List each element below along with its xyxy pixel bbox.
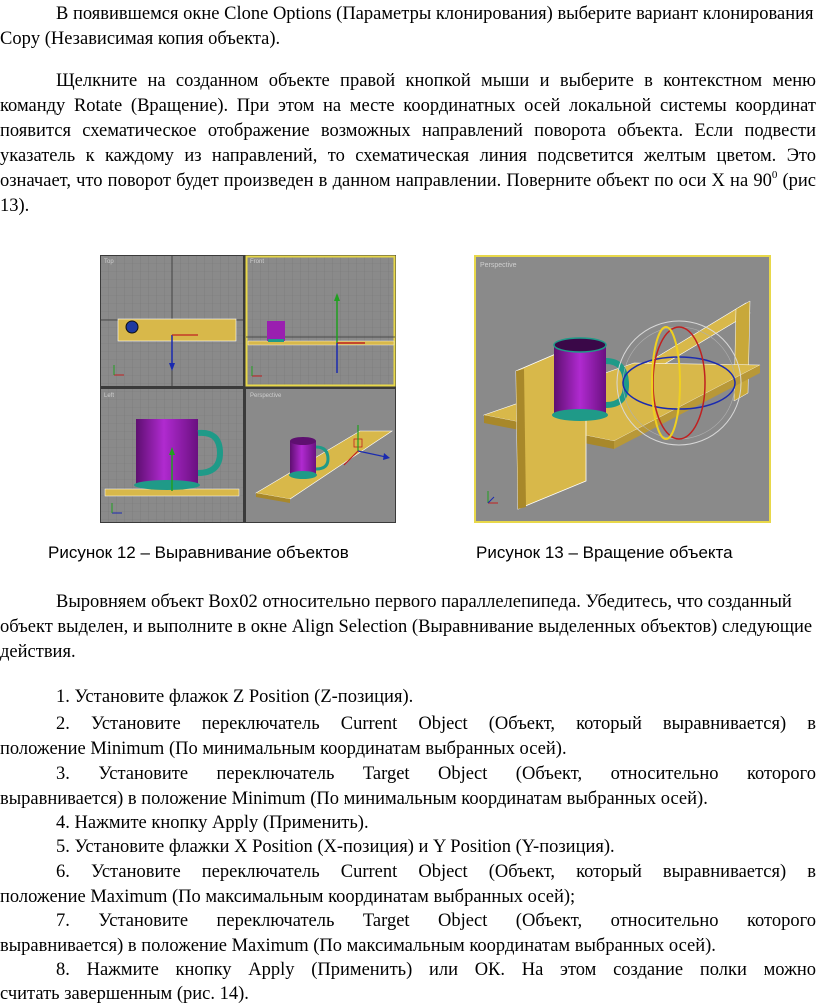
viewport-top-label: Top: [104, 259, 114, 265]
step-2-number: 2.: [56, 714, 70, 734]
step-4: [0, 811, 816, 836]
step-1: [0, 685, 816, 710]
step-7: [0, 909, 816, 934]
step-2-cont: положение Minimum (По минимальным координатам выбранных осей).: [0, 739, 567, 759]
step-8: [0, 958, 816, 983]
step-4-text: Нажмите кнопку Apply (Применить).: [74, 813, 369, 833]
step-3-cont: выравнивается) в положение Minimum (По минимальным координатам выбранных осей).: [0, 789, 708, 809]
caption-figure-13: Рисунок 13 – Вращение объекта: [476, 543, 733, 562]
step-3-number: 3.: [56, 764, 70, 784]
step-1-number: 1.: [56, 687, 70, 707]
viewport-front-label: Front: [250, 259, 265, 265]
step-3-text: Установите переключатель Target Object (Объект, относительно которого: [98, 764, 816, 784]
figure-13-image: [474, 255, 771, 523]
step-8-cont: считать завершенным (рис. 14).: [0, 984, 249, 1004]
viewport-front[interactable]: [246, 256, 395, 386]
step-7-text: Установите переключатель Target Object (Объект, относительно которого: [98, 911, 816, 931]
viewport-perspective-small-label: Perspective: [250, 393, 282, 399]
figure-12: [100, 255, 396, 523]
viewport-perspective-small[interactable]: [246, 389, 395, 522]
viewport-perspective-label: Perspective: [480, 262, 517, 269]
degree-superscript: 0: [771, 169, 778, 181]
step-7-number: 7.: [56, 911, 70, 931]
step-1-text: Установите флажок Z Position (Z-позиция).: [74, 687, 414, 707]
step-4-number: 4.: [56, 813, 70, 833]
step-5-text: Установите флажки X Position (X-позиция) и Y Position (Y-позиция).: [74, 837, 615, 857]
figure-13: [474, 255, 771, 523]
step-2: [0, 712, 816, 737]
paragraph-rotate: [0, 69, 816, 219]
viewport-left-label: Left: [104, 393, 115, 399]
figure-12-image: [100, 255, 396, 523]
paragraph-align: Выровняем объект Box02 относительно первого параллелепипеда. Убедитесь, что созданный объект выделен, и выполните в окне Align Selection (Выравнивание выделенных объектов) следующие действия.: [0, 592, 813, 662]
caption-figure-12: Рисунок 12 – Выравнивание объектов: [48, 543, 349, 562]
paragraph-clone-options: В появившемся окне Clone Options (Параметры клонирования) выберите вариант клонирования Copy (Независимая копия объекта).: [0, 4, 814, 49]
step-2-text: Установите переключатель Current Object (Объект, который выравнивается) в: [90, 714, 816, 734]
step-6-number: 6.: [56, 862, 70, 882]
step-8-number: 8.: [56, 960, 70, 980]
step-5: [0, 835, 816, 860]
step-6: [0, 860, 816, 885]
paragraph-rotate-text: Щелкните на созданном объекте правой кнопкой мыши и выберите в контекстном меню команду Rotate (Вращение). При этом на месте координатных осей локальной системы координат появится схематическое отображение возможных направлений поворота объекта. Если подвести указатель к каждому из направлений, то схематическая линия подсветится желтым цветом. Это означает, что поворот будет произведен в данном направлении. Поверните объект по оси X на 90: [0, 71, 816, 191]
step-5-number: 5.: [56, 837, 70, 857]
step-6-text: Установите переключатель Current Object (Объект, который выравнивается) в: [90, 862, 816, 882]
step-3: [0, 762, 816, 787]
viewport-top[interactable]: [101, 256, 243, 386]
step-7-cont: выравнивается) в положение Maximum (По максимальным координатам выбранных осей).: [0, 936, 716, 956]
viewport-left[interactable]: [101, 389, 243, 522]
paragraph-rotate-end: (рис 13).: [0, 171, 816, 216]
step-8-text: Нажмите кнопку Apply (Применить) или ОК. На этом создание полки можно: [86, 960, 816, 980]
step-6-cont: положение Maximum (По максимальным координатам выбранных осей);: [0, 887, 576, 907]
